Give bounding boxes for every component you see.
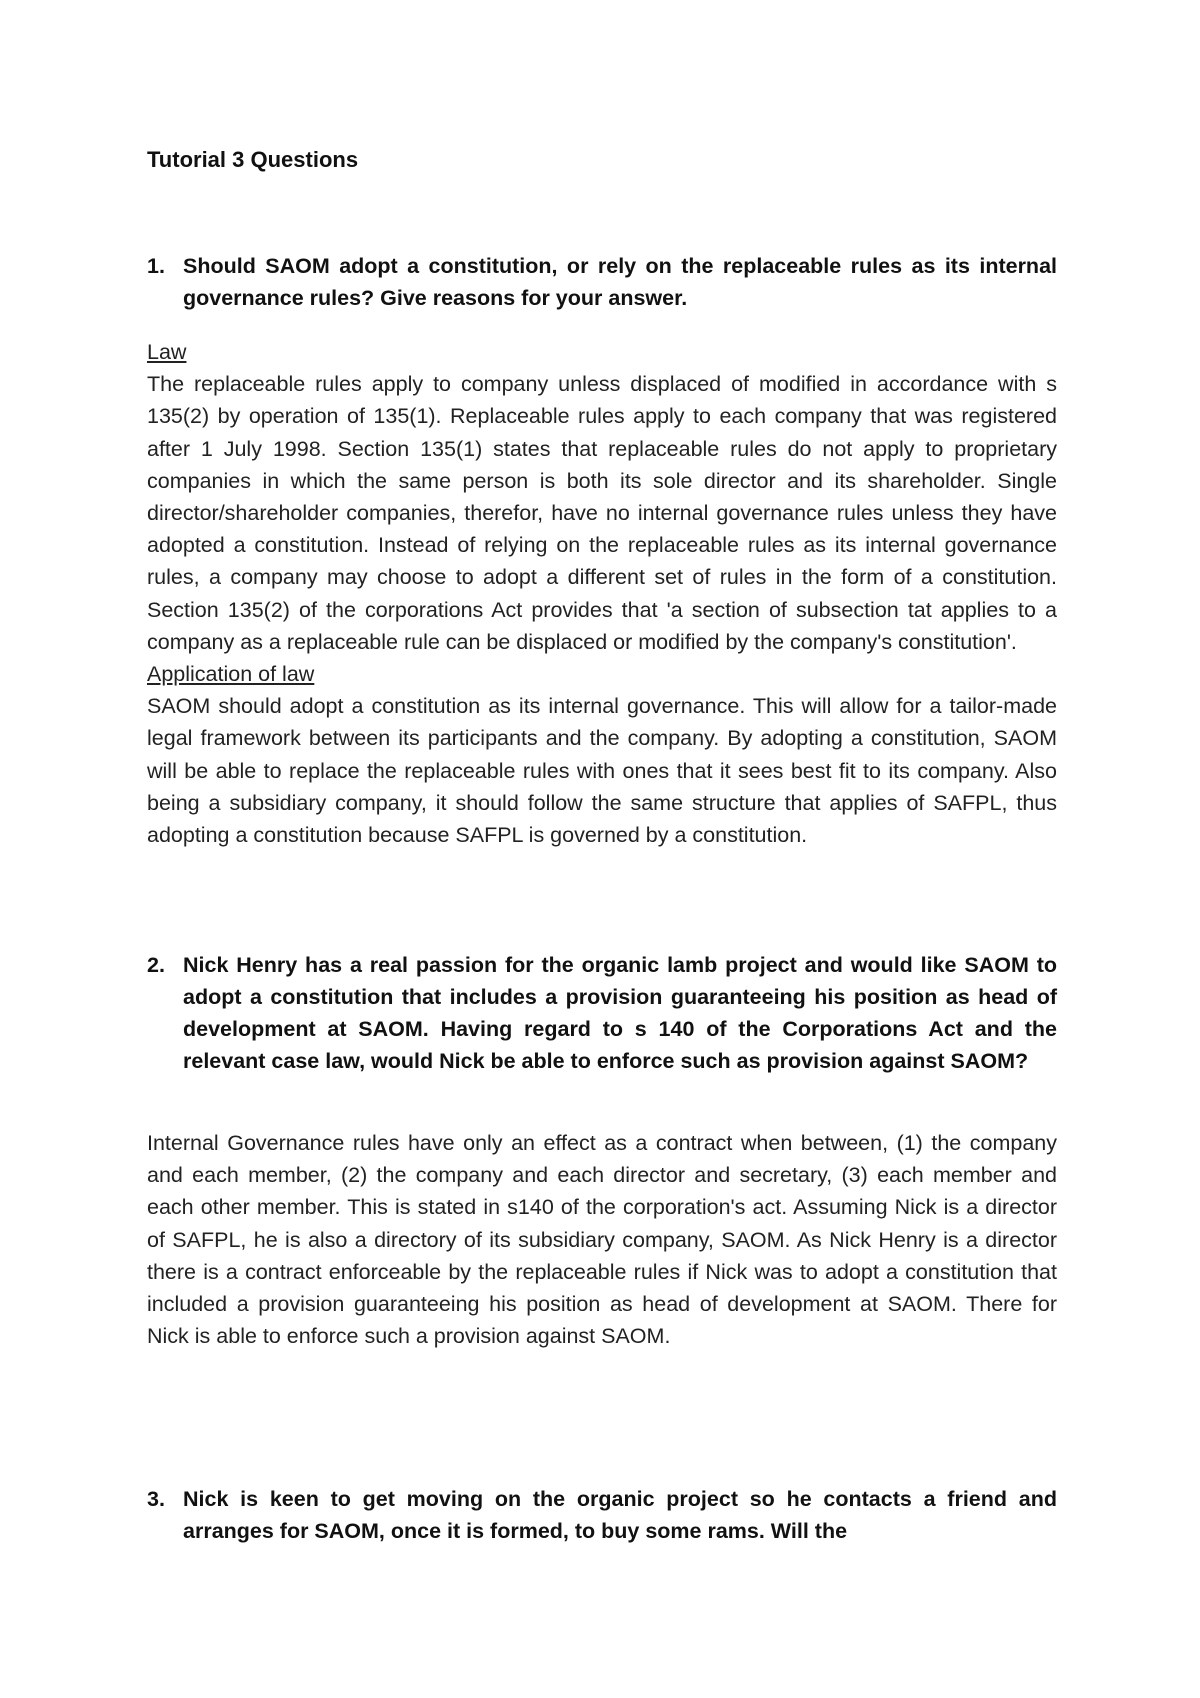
law-heading: Law — [147, 340, 187, 364]
question-1-answer — [147, 336, 1057, 851]
question-1 — [147, 250, 1057, 314]
question-2 — [147, 949, 1057, 1077]
question-text: Nick Henry has a real passion for the organic lamb project and would like SAOM to adopt a constitution that includes a provision guaranteeing his position as head of development at SAOM. Having regard to s 140 of the Corporations Act and the relevant case law, would Nick be able to enforce such as provision against SAOM? — [183, 953, 1057, 1073]
question-3 — [147, 1483, 1057, 1547]
question-text: Should SAOM adopt a constitution, or rely on the replaceable rules as its internal governance rules? Give reasons for your answer. — [183, 254, 1057, 310]
question-number: 1. — [147, 254, 165, 278]
document-title: Tutorial 3 Questions — [147, 147, 359, 172]
answer-paragraph: Internal Governance rules have only an effect as a contract when between, (1) the company and each member, (2) the company and each director and secretary, (3) each member and each other member. This is stated in s140 of the corporation's act. Assuming Nick is a director of SAFPL, he is also a directory of its subsidiary company, SAOM. As Nick Henry is a director there is a contract enforceable by the replaceable rules if Nick was to adopt a constitution that included a provision guaranteeing his position as head of development at SAOM. There for Nick is able to enforce such a provision against SAOM. — [147, 1131, 1057, 1349]
law-paragraph: The replaceable rules apply to company unless displaced of modified in accordance with s 135(2) by operation of 135(1). Replaceable rules apply to each company that was registered after 1 July 1998. Section 135(1) states that replaceable rules do not apply to proprietary companies in which the same person is both its sole director and its shareholder. Single director/shareholder companies, therefor, have no internal governance rules unless they have adopted a constitution. Instead of relying on the replaceable rules as its internal governance rules, a company may choose to adopt a different set of rules in the form of a constitution. Section 135(2) of the corporations Act provides that 'a section of subsection tat applies to a company as a replaceable rule can be displaced or modified by the company's constitution'. — [147, 372, 1057, 654]
application-paragraph: SAOM should adopt a constitution as its internal governance. This will allow for a tailor-made legal framework between its participants and the company. By adopting a constitution, SAOM will be able to replace the replaceable rules with ones that it sees best fit to its company. Also being a subsidiary company, it should follow the same structure that applies of SAFPL, thus adopting a constitution because SAFPL is governed by a constitution. — [147, 694, 1057, 848]
question-number: 3. — [147, 1487, 165, 1511]
application-heading: Application of law — [147, 662, 315, 687]
question-2-answer — [147, 1127, 1057, 1352]
question-text: Nick is keen to get moving on the organic project so he contacts a friend and arranges for SAOM, once it is formed, to buy some rams. Will the — [183, 1487, 1057, 1543]
question-number: 2. — [147, 953, 165, 977]
